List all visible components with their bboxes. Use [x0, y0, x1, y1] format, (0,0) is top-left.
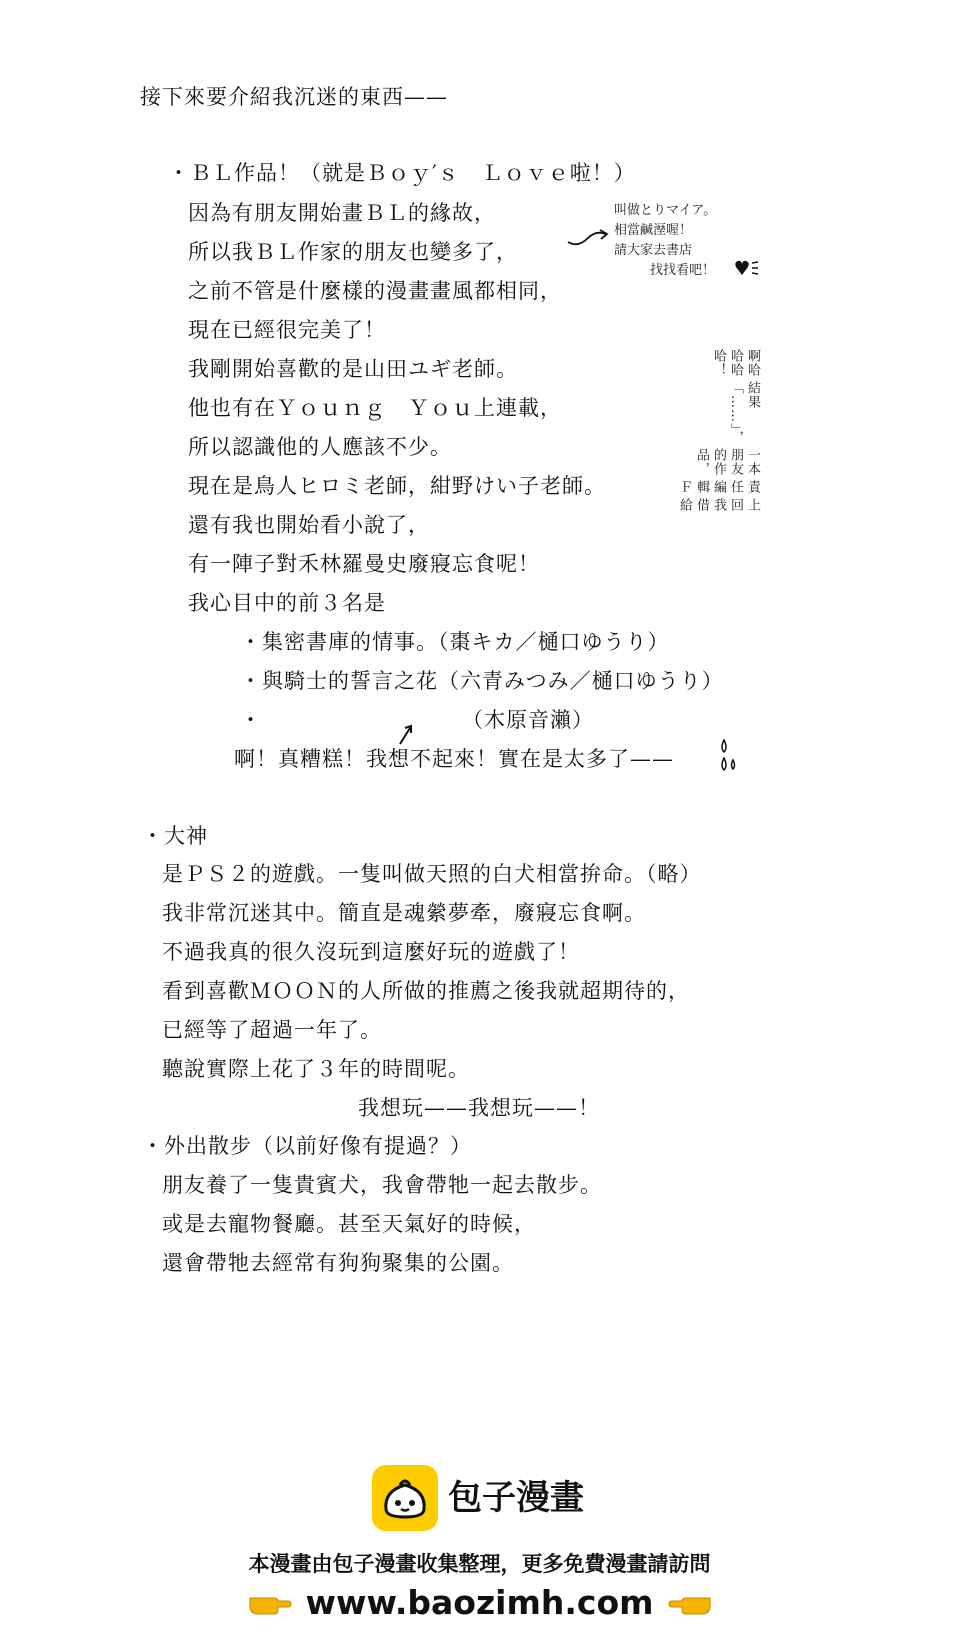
- brand-name: 包子漫畫: [448, 1478, 584, 1518]
- arrow-doodle-icon: [396, 722, 418, 746]
- bl-exclaim: 啊！真糟糕！我想不起來！實在是太多了——: [234, 747, 674, 771]
- vertical-note-col: 上回我借給: [677, 498, 760, 512]
- page-intro: 接下來要介紹我沉迷的東西——: [140, 85, 448, 109]
- top3-item: ・集密書庫的情事。（棗キカ／樋口ゆうり）: [240, 630, 670, 654]
- pointing-hand-right-icon: [248, 1590, 292, 1616]
- okami-line: 已經等了超過一年了。: [162, 1018, 382, 1042]
- bl-line: 現在已經很完美了！: [188, 318, 386, 342]
- okami-line: 不過我真的很久沒玩到這麼好玩的遊戲了！: [162, 940, 580, 964]
- sweat-drops-icon: [718, 738, 740, 772]
- walk-line: 還會帶牠去經常有狗狗聚集的公園。: [162, 1251, 514, 1275]
- top3-third-author: （木原音瀨）: [462, 708, 594, 732]
- side-note-line: 找找看吧！: [650, 263, 716, 278]
- bl-line: 現在是鳥人ヒロミ老師，紺野けい子老師。: [188, 474, 606, 498]
- side-note-line: 叫做とりマイア。: [614, 203, 717, 218]
- bl-line: 所以認識他的人應該不少。: [188, 435, 452, 459]
- bl-line: 還有我也開始看小說了，: [188, 513, 430, 537]
- vertical-note-col: 一本朋友的作品，: [694, 448, 760, 476]
- vertical-note-col: 結果「……」，: [728, 380, 760, 444]
- okami-line: 聽說實際上花了３年的時間呢。: [162, 1057, 470, 1081]
- walk-heading: ・外出散步（以前好像有提過？）: [142, 1134, 472, 1158]
- vertical-note-col: 啊哈哈哈哈！: [711, 348, 760, 377]
- side-note-line: 相當鹹溼喔！: [614, 223, 693, 238]
- vertical-side-note: [676, 348, 761, 512]
- site-url-link[interactable]: www.baozimh.com: [305, 1583, 654, 1622]
- bl-line: 因為有朋友開始畫ＢＬ的緣故，: [188, 201, 496, 225]
- bl-line: 我剛開始喜歡的是山田ユギ老師。: [188, 357, 518, 381]
- curly-arrow-icon: [566, 222, 610, 248]
- pointing-hand-left-icon: [668, 1590, 712, 1616]
- bl-line: 所以我ＢＬ作家的朋友也變多了，: [188, 240, 518, 264]
- bl-heading: ・ＢＬ作品！（就是Ｂｏｙ′ｓ Ｌｏｖｅ啦！）: [168, 161, 636, 185]
- okami-line: 是ＰＳ２的遊戲。一隻叫做天照的白犬相當拚命。（略）: [162, 862, 702, 886]
- walk-line: 朋友養了一隻貴賓犬，我會帶牠一起去散步。: [162, 1173, 602, 1197]
- top3-item: ・: [240, 708, 262, 732]
- top3-item: ・與騎士的誓言之花（六青みつみ／樋口ゆうり）: [240, 669, 724, 693]
- side-note-line: 請大家去書店: [614, 243, 693, 258]
- walk-line: 或是去寵物餐廳。甚至天氣好的時候，: [162, 1212, 536, 1236]
- okami-heading: ・大神: [142, 824, 208, 848]
- bl-line: 有一陣子對禾林羅曼史廢寢忘食呢！: [188, 552, 540, 576]
- baozi-logo-icon: [372, 1465, 438, 1531]
- bl-line: 之前不管是什麼樣的漫畫畫風都相同，: [188, 279, 562, 303]
- vertical-note-col: 責任編輯Ｆ: [677, 480, 760, 494]
- okami-line: 看到喜歡ＭＯＯＮ的人所做的推薦之後我就超期待的，: [162, 979, 690, 1003]
- bl-line: 我心目中的前３名是: [188, 591, 386, 615]
- bl-line: 他也有在Ｙｏｕｎｇ Ｙｏｕ上連載，: [188, 396, 562, 420]
- footer-notice: 本漫畫由包子漫畫收集整理，更多免費漫畫請訪問: [248, 1552, 711, 1576]
- okami-want: 我想玩——我想玩——！: [358, 1096, 600, 1120]
- heart-icon: [734, 258, 760, 278]
- footer-url-row: [0, 1583, 959, 1622]
- okami-line: 我非常沉迷其中。簡直是魂縈夢牽，廢寢忘食啊。: [162, 901, 646, 925]
